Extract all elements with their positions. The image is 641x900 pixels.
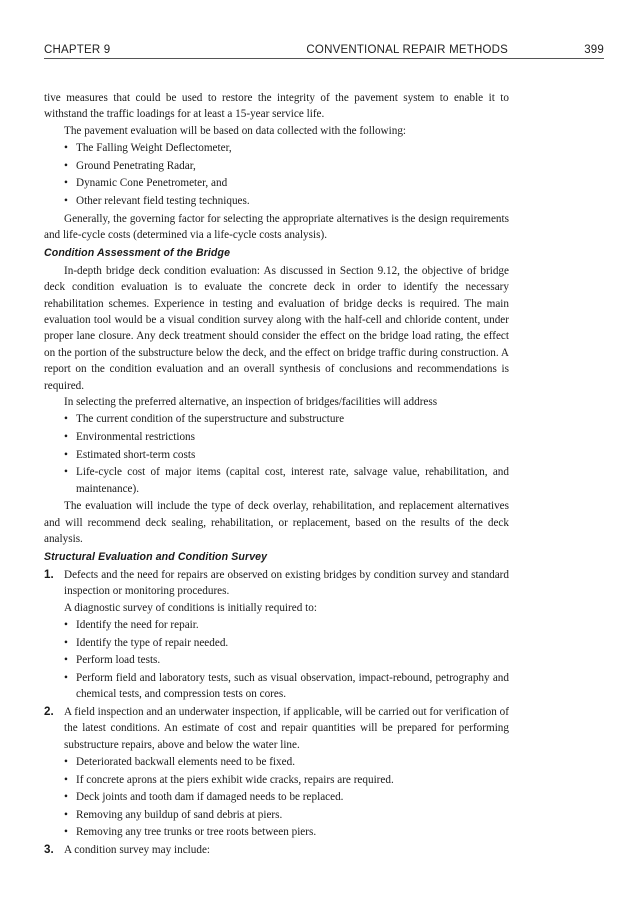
paragraph: In selecting the preferred alternative, an inspection of bridges/facilities will address [64,396,438,409]
bullet-list [44,140,509,209]
paragraph: A field inspection and an underwater inspection, if applicable, will be carried out for verification of the latest conditions. An estimate of cost and repair quantities will be prepared for performing substructure repairs, above and below the water line. [64,705,509,751]
list-item: • Perform load tests. [64,652,509,668]
list-item: • Removing any tree trunks or tree roots between piers. [64,824,509,840]
list-item: • Other relevant field testing techniques. [44,193,509,209]
paragraph: In-depth bridge deck condition evaluation: As discussed in Section 9.12, the objective of bridge deck condition evaluation is to evaluate the concrete deck in order to identify the necessary rehabilitation schemes. Experience in testing and evaluation of bridge decks is required. The main evaluation tool would be a visual condition survey along with the half-cell and chloride content, under proper lane closure. Any deck treatment should consider the effect on the bridge load rating, the effect on the portion of the substructure below the deck, and the effect on bridge traffic during construction. A report on the condition evaluation and an overall synthesis of conclusions and recommendations is required. [44,264,509,392]
item-number: 1. [44,567,54,581]
list-item: • Life-cycle cost of major items (capital cost, interest rate, salvage value, rehabilitation, and maintenance). [44,464,509,497]
list-item: • Removing any buildup of sand debris at piers. [64,807,509,823]
list-item: • Identify the need for repair. [64,617,509,633]
numbered-list [44,567,509,859]
list-item: • Perform field and laboratory tests, such as visual observation, impact-rebound, petrography and chemical tests, and compression tests on cores. [64,670,509,703]
list-item: • Dynamic Cone Penetrometer, and [44,175,509,191]
body-text [44,90,509,858]
list-item: • Identify the type of repair needed. [64,635,509,651]
list-item: • Environmental restrictions [44,429,509,445]
list-item: • The current condition of the superstructure and substructure [44,411,509,427]
numbered-item [44,567,509,703]
chapter-title: CONVENTIONAL REPAIR METHODS [306,44,508,56]
list-item: • Ground Penetrating Radar, [44,158,509,174]
header-rule [44,58,604,59]
numbered-item [44,704,509,841]
paragraph: Defects and the need for repairs are observed on existing bridges by condition survey and standard inspection or monitoring procedures. [64,568,509,598]
item-number: 3. [44,843,54,857]
section-heading: Structural Evaluation and Condition Survey [44,551,268,564]
list-item: • If concrete aprons at the piers exhibit wide cracks, repairs are required. [64,772,509,788]
paragraph: The evaluation will include the type of deck overlay, rehabilitation, and replacement alternatives and will recommend deck sealing, rehabilitation, or replacement, based on the results of the deck analysis. [44,500,509,546]
paragraph: tive measures that could be used to restore the integrity of the pavement system to enable it to withstand the traffic loadings for at least a 15-year service life. [44,92,509,121]
bullet-list [64,617,509,703]
numbered-item [44,842,509,858]
bullet-list [44,411,509,497]
list-item: • Deck joints and tooth dam if damaged needs to be replaced. [64,789,509,805]
list-item: • The Falling Weight Deflectometer, [44,140,509,156]
item-number: 2. [44,704,54,718]
paragraph: Generally, the governing factor for selecting the appropriate alternatives is the design requirements and life-cycle costs (determined via a life-cycle costs analysis). [44,212,509,241]
bullet-list [64,754,509,841]
paragraph: The pavement evaluation will be based on data collected with the following: [64,124,407,137]
chapter-label: CHAPTER 9 [44,44,111,56]
list-item: • Estimated short-term costs [44,447,509,463]
page-number: 399 [584,44,604,56]
paragraph: A condition survey may include: [64,844,211,857]
list-item: • Deteriorated backwall elements need to be fixed. [64,754,509,770]
paragraph: A diagnostic survey of conditions is initially required to: [64,601,317,614]
section-heading: Condition Assessment of the Bridge [44,247,231,260]
